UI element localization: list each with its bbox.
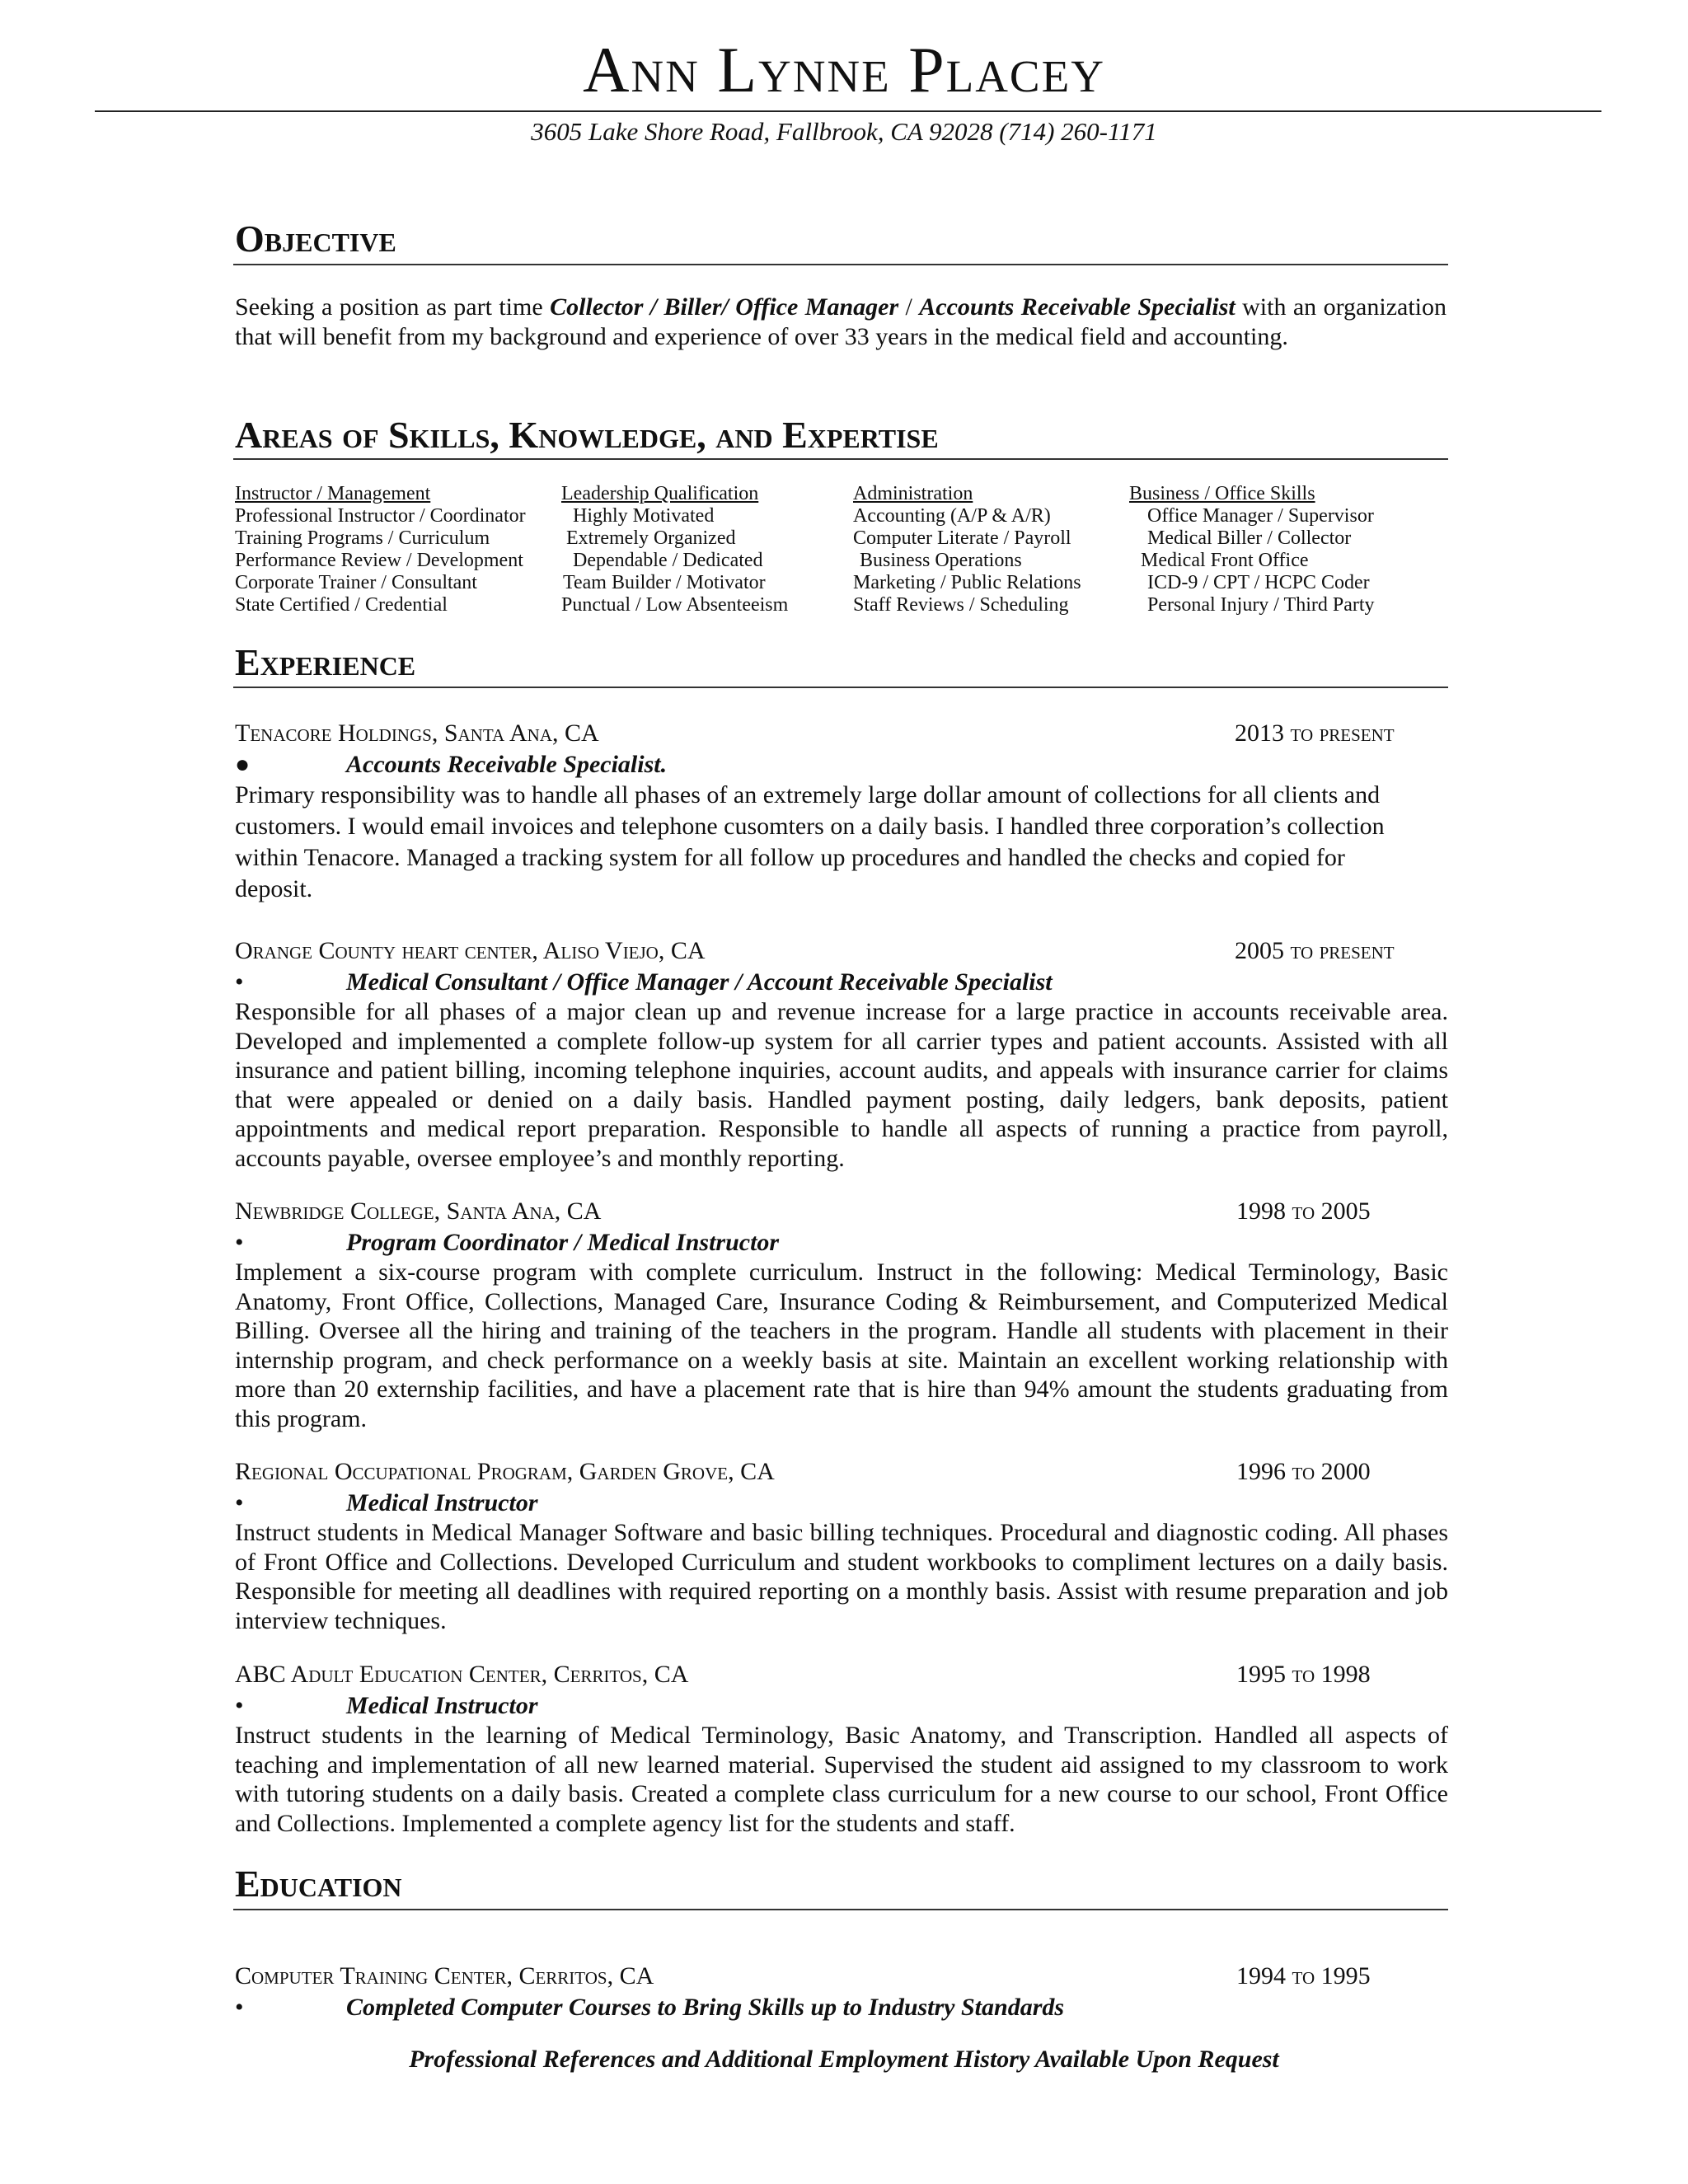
candidate-name: Ann Lynne Placey <box>583 34 1105 105</box>
job-dates: 2013 to present <box>1235 719 1395 747</box>
education-title: Completed Computer Courses to Bring Skills up to Industry Standards <box>346 1994 1065 2021</box>
skill-item: Business Operations <box>860 550 1022 571</box>
skill-item: Office Manager / Supervisor <box>1147 505 1374 527</box>
job-description: Responsible for all phases of a major clean up and revenue increase for a large practice in accounts receivable area. Developed and implemented a complete follow-up system for all carrier types and patient accounts. Assisted with all insurance and patient billing, incoming telephone inquiries, account audits, and appeals with insurance carrier for claims that were appealed or denied on a daily basis. Handled payment posting, daily ledgers, bank deposits, patient appointments and medical report preparation. Responsible to handle all aspects of running a practice from payroll, accounts payable, oversee employee’s and monthly reporting. <box>235 998 1448 1172</box>
job-employer: Regional Occupational Program, Garden Grove, CA <box>235 1458 775 1485</box>
job-entry-ochc <box>235 935 1448 1173</box>
job-title: Accounts Receivable Specialist. <box>346 751 668 778</box>
skills-divider <box>233 458 1448 460</box>
job-header <box>235 717 1448 750</box>
skill-column-leadership <box>561 483 788 616</box>
objective-text <box>235 293 1447 352</box>
job-dates: 1996 to 2000 <box>1236 1458 1371 1485</box>
education-header <box>235 1960 1448 1993</box>
skill-item: Training Programs / Curriculum <box>235 527 490 549</box>
objective-separator: / <box>898 293 920 321</box>
job-description: Primary responsibility was to handle all phases of an extremely large dollar amount of collections for all clients and customers. I would email invoices and telephone cusomters on a daily basis. I handled three corporation’s collection within Tenacore. Managed a tracking system for all follow up procedures and handled the checks and copied for deposit. <box>235 781 1385 902</box>
job-entry-abc <box>235 1658 1448 1838</box>
job-title-line <box>235 1691 1448 1721</box>
job-description: Instruct students in the learning of Medical Terminology, Basic Anatomy, and Transcription. Handled all aspects of teaching and implementation of all new learned material. Supervised the student aid assigned to my classroom to work with tutoring students on a daily basis. Created a complete class curriculum for a new course to our school, Front Office and Collections. Implemented a complete agency list for the students and staff. <box>235 1722 1448 1837</box>
job-dates: 2005 to present <box>1235 937 1395 964</box>
skill-item: ICD-9 / CPT / HCPC Coder <box>1147 572 1370 593</box>
header-divider <box>95 110 1601 112</box>
job-title: Medical Consultant / Office Manager / Account Receivable Specialist <box>346 968 1053 996</box>
skill-column-business <box>1129 483 1375 616</box>
job-entry-newbridge <box>235 1195 1448 1433</box>
skill-item: State Certified / Credential <box>235 594 448 616</box>
skill-item: Extremely Organized <box>566 527 736 549</box>
skill-item: Medical Front Office <box>1141 550 1309 571</box>
bullet-icon: • <box>235 1994 244 2021</box>
skill-item: Punctual / Low Absenteeism <box>561 594 789 616</box>
job-header <box>235 1658 1448 1691</box>
skill-column-header: Administration <box>853 483 973 504</box>
job-employer: Orange County heart center, Aliso Viejo, CA <box>235 937 706 964</box>
experience-divider <box>233 687 1448 688</box>
job-entry-tenacore <box>235 717 1448 905</box>
bullet-icon: • <box>235 1229 244 1256</box>
experience-heading: Experience <box>235 641 416 683</box>
bullet-icon: • <box>235 968 244 996</box>
job-dates: 1998 to 2005 <box>1236 1197 1371 1225</box>
job-title-line <box>235 968 1448 997</box>
objective-role-1: Collector / Biller/ Office Manager <box>550 293 899 321</box>
education-title-line <box>235 1993 1448 2022</box>
bullet-icon: • <box>235 1489 244 1516</box>
skill-column-header: Leadership Qualification <box>561 483 759 504</box>
skills-heading: Areas of Skills, Knowledge, and Expertise <box>235 414 939 456</box>
skill-item: Staff Reviews / Scheduling <box>853 594 1069 616</box>
skill-item: Marketing / Public Relations <box>853 572 1081 593</box>
bullet-icon: ● <box>235 751 251 778</box>
skill-column-instructor <box>235 483 526 616</box>
job-employer: Newbridge College, Santa Ana, CA <box>235 1197 602 1225</box>
objective-role-2: Accounts Receivable Specialist <box>919 293 1236 321</box>
objective-divider <box>233 264 1448 265</box>
job-dates: 1995 to 1998 <box>1236 1661 1371 1688</box>
job-title: Program Coordinator / Medical Instructor <box>346 1229 780 1256</box>
skill-item: Dependable / Dedicated <box>573 550 763 571</box>
skill-item: Corporate Trainer / Consultant <box>235 572 477 593</box>
closing-statement: Professional References and Additional Employment History Available Upon Request <box>409 2046 1279 2073</box>
skill-item: Professional Instructor / Coordinator <box>235 505 526 527</box>
job-description: Instruct students in Medical Manager Software and basic billing techniques. Procedural and diagnostic coding. All phases of Front Office and Collections. Developed Curriculum and student workbooks to compliment lectures on a daily basis. Responsible for meeting all deadlines with required reporting on a monthly basis. Assist with resume preparation and job interview techniques. <box>235 1519 1448 1634</box>
objective-text-part: with an organization that will benefit from my background and experience of over 33 years in the medical field and accounting. <box>235 293 1447 350</box>
education-dates: 1994 to 1995 <box>1236 1962 1371 1990</box>
bullet-icon: • <box>235 1692 244 1719</box>
job-title-line <box>235 750 1448 780</box>
skill-column-header: Business / Office Skills <box>1129 483 1315 504</box>
skill-item: Medical Biller / Collector <box>1147 527 1352 549</box>
job-title-line <box>235 1228 1448 1258</box>
job-title-line <box>235 1488 1448 1518</box>
job-header <box>235 935 1448 968</box>
job-header <box>235 1195 1448 1228</box>
education-divider <box>233 1909 1448 1910</box>
contact-address: 3605 Lake Shore Road, Fallbrook, CA 92028 (714) 260-1171 <box>531 117 1157 146</box>
job-title: Medical Instructor <box>346 1489 538 1516</box>
objective-text-part: Seeking a position as part time <box>235 293 551 321</box>
skill-item: Computer Literate / Payroll <box>853 527 1071 549</box>
job-employer: ABC Adult Education Center, Cerritos, CA <box>235 1661 689 1688</box>
education-school: Computer Training Center, Cerritos, CA <box>235 1962 654 1990</box>
skill-item: Accounting (A/P & A/R) <box>853 505 1051 527</box>
skill-item: Personal Injury / Third Party <box>1147 594 1375 616</box>
education-heading: Education <box>235 1863 402 1905</box>
skill-column-header: Instructor / Management <box>235 483 431 504</box>
job-description: Implement a six-course program with complete curriculum. Instruct in the following: Medical Terminology, Basic Anatomy, Front Office, Collections, Managed Care, Insurance Coding & Reimbursement, and Computerized Medical Billing. Oversee all the hiring and training of the teachers in the program. Handle all students with placement in their internship program, and check performance on a weekly basis at site. Maintain an excellent working relationship with more than 20 externship facilities, and have a placement rate that is hire than 94% amount the students graduating from this program. <box>235 1258 1448 1432</box>
skill-item: Highly Motivated <box>573 505 715 527</box>
job-header <box>235 1455 1448 1488</box>
education-entry <box>235 1960 1448 2022</box>
job-employer: Tenacore Holdings, Santa Ana, CA <box>235 719 599 747</box>
skill-item: Team Builder / Motivator <box>563 572 766 593</box>
objective-heading: Objective <box>235 218 396 260</box>
job-title: Medical Instructor <box>346 1692 538 1719</box>
skill-item: Performance Review / Development <box>235 550 523 571</box>
job-entry-rop <box>235 1455 1448 1635</box>
skill-column-administration <box>853 483 1081 616</box>
